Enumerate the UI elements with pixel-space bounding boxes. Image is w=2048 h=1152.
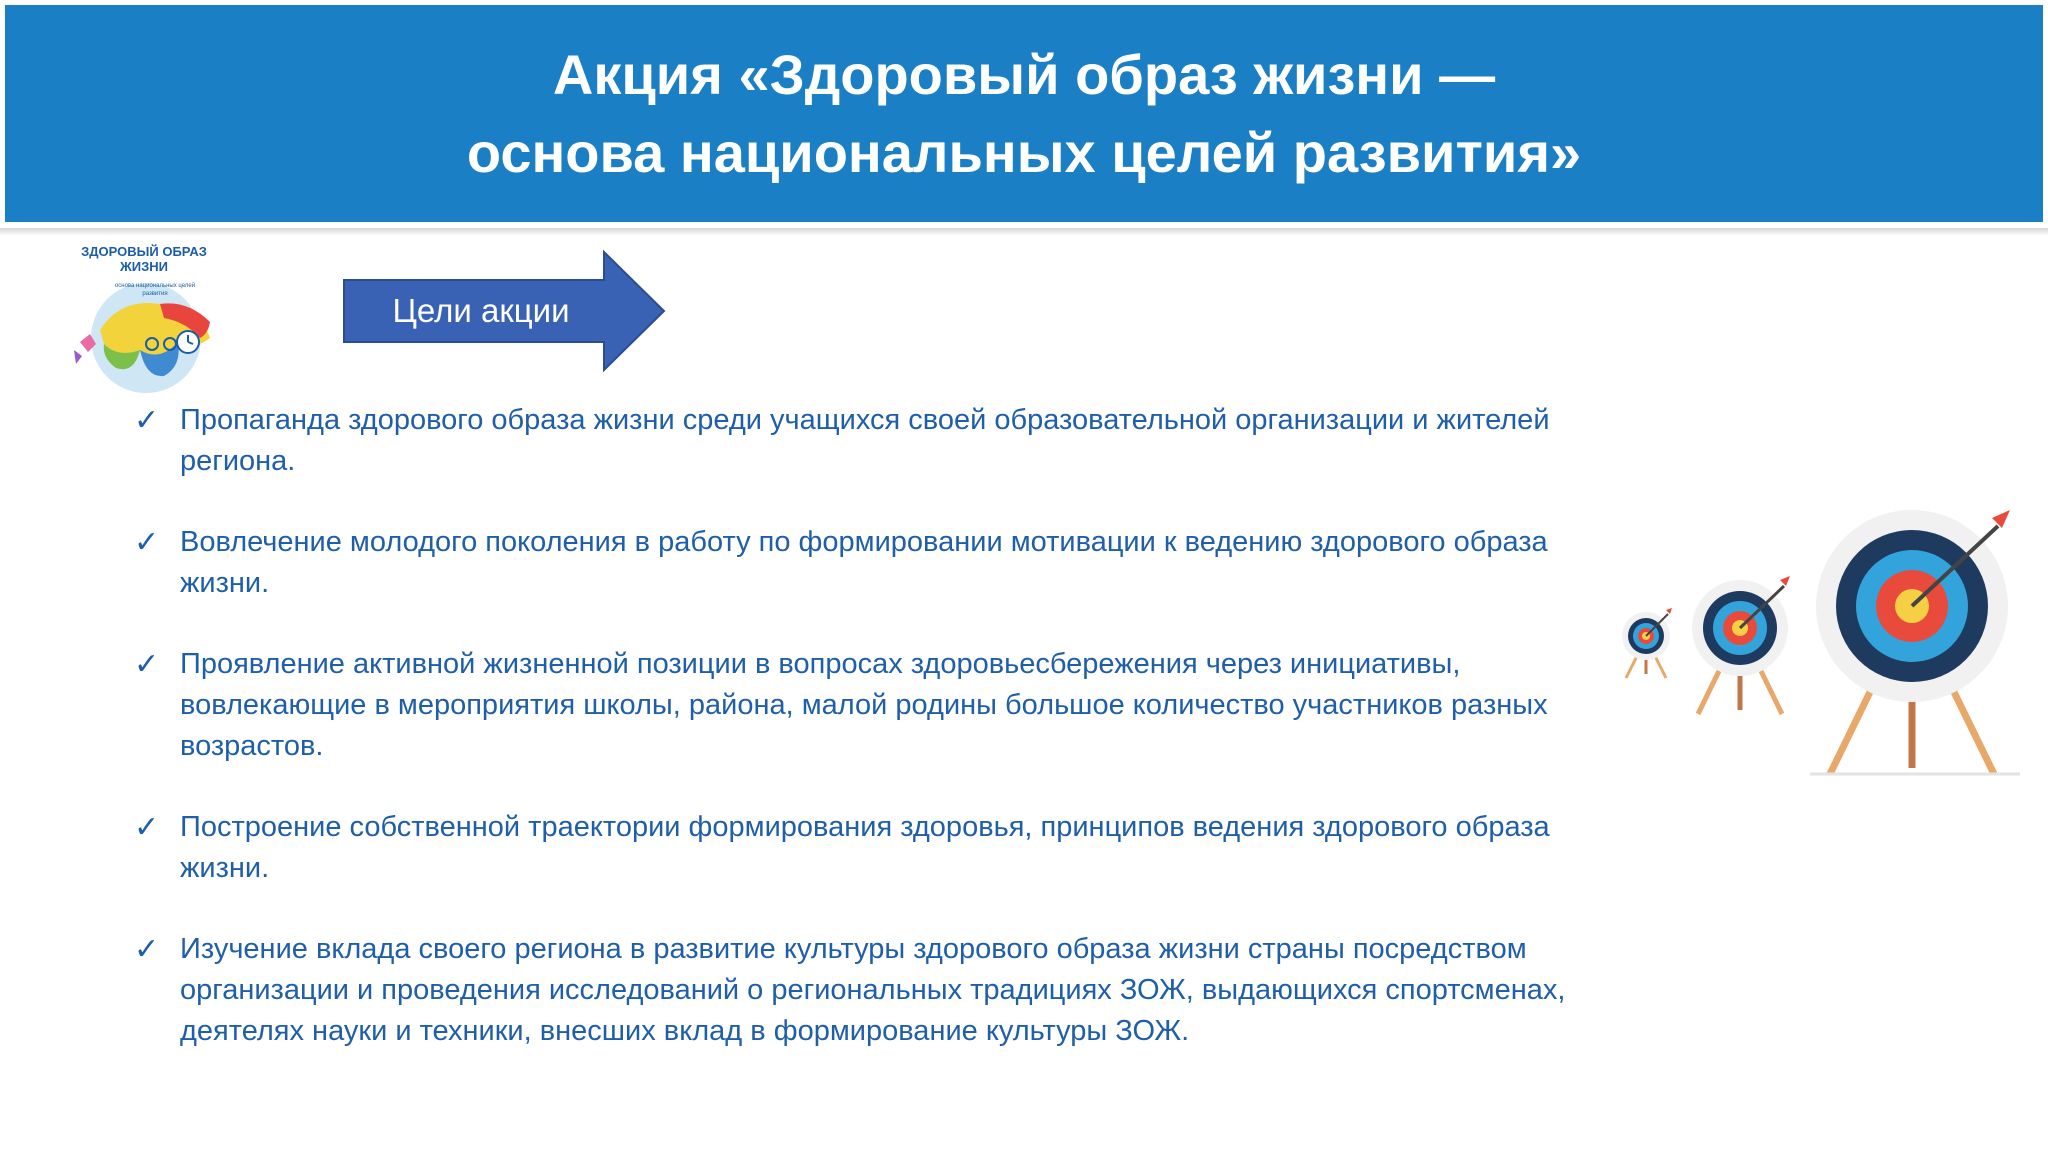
medium-target-icon bbox=[1692, 576, 1790, 714]
checkmark-icon: ✓ bbox=[134, 403, 160, 438]
checkmark-icon: ✓ bbox=[134, 810, 160, 845]
goal-text: Изучение вклада своего региона в развитие культуры здорового образа жизни страны посредством организации и проведения исследований о региональных традициях ЗОЖ, выдающихся спортсменах, деятелях науки и техники, внесших вклад в формирование культуры ЗОЖ. bbox=[180, 933, 1566, 1047]
large-target-icon bbox=[1816, 510, 2010, 774]
goal-text: Вовлечение молодого поколения в работу по формировании мотивации к ведению здорового образа жизни. bbox=[180, 526, 1548, 599]
checkmark-icon: ✓ bbox=[134, 525, 160, 560]
goal-item bbox=[130, 400, 1590, 482]
goal-text: Пропаганда здорового образа жизни среди учащихся своей образовательной организации и жителей региона. bbox=[180, 404, 1550, 477]
goal-item bbox=[130, 929, 1590, 1052]
logo-text: ЗДОРОВЫЙ ОБРАЗ ЖИЗНИ bbox=[81, 244, 207, 274]
goal-item bbox=[130, 807, 1590, 889]
section-label: Цели акции bbox=[392, 292, 570, 329]
goal-item bbox=[130, 644, 1590, 767]
logo-subtext: основа национальных целей развития bbox=[114, 283, 196, 297]
goal-item bbox=[130, 522, 1590, 604]
banner-divider bbox=[0, 228, 2048, 236]
goal-text: Проявление активной жизненной позиции в вопросах здоровьесбережения через инициативы, вовлекающие в мероприятия школы, района, малой родины большое количество участников разных возрастов. bbox=[180, 648, 1548, 762]
checkmark-icon: ✓ bbox=[134, 647, 160, 682]
title-banner bbox=[5, 5, 2043, 222]
archery-targets-illustration bbox=[1600, 478, 2030, 790]
checkmark-icon: ✓ bbox=[134, 932, 160, 967]
title-line-1: Акция «Здоровый образ жизни — bbox=[552, 42, 1496, 106]
title-line-2: основа национальных целей развития» bbox=[466, 120, 1582, 184]
healthy-lifestyle-logo bbox=[60, 238, 228, 396]
goals-list bbox=[130, 400, 1590, 1092]
small-target-icon bbox=[1622, 608, 1672, 678]
goal-text: Построение собственной траектории формирования здоровья, принципов ведения здорового образа жизни. bbox=[180, 811, 1550, 884]
